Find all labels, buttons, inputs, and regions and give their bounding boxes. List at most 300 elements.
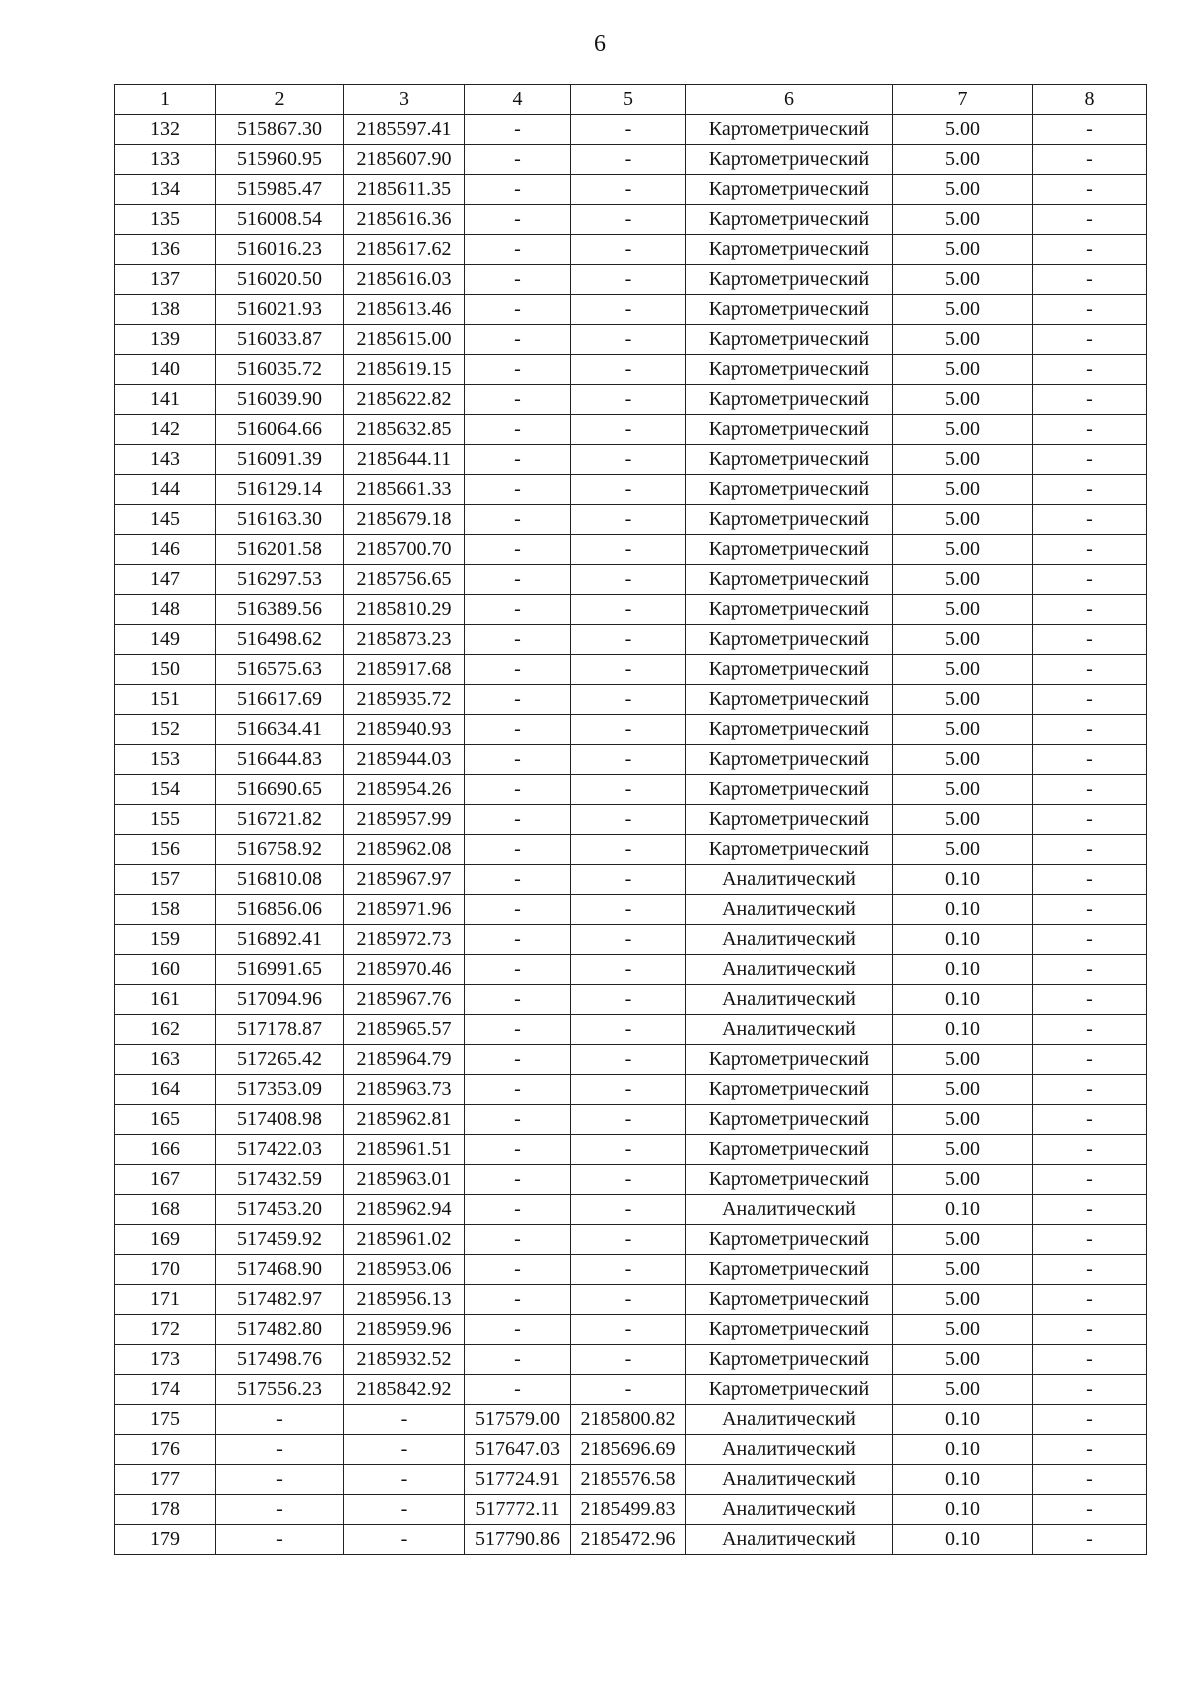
table-cell-col-4: - <box>465 1345 571 1375</box>
table-cell-col-3: 2185622.82 <box>344 385 465 415</box>
table-cell-col-7: 5.00 <box>893 115 1033 145</box>
table-cell-col-6: Картометрический <box>686 1315 893 1345</box>
table-cell-col-3: 2185967.97 <box>344 865 465 895</box>
table-cell-col-1: 143 <box>115 445 216 475</box>
table-cell-col-1: 169 <box>115 1225 216 1255</box>
table-cell-col-5: - <box>571 265 686 295</box>
table-cell-col-8: - <box>1033 1165 1147 1195</box>
table-cell-col-4: - <box>465 1105 571 1135</box>
table-cell-col-5: - <box>571 775 686 805</box>
table-cell-col-5: - <box>571 1345 686 1375</box>
table-cell-col-3: - <box>344 1405 465 1435</box>
table-cell-col-5: - <box>571 1195 686 1225</box>
table-cell-col-2: 517468.90 <box>216 1255 344 1285</box>
table-cell-col-2: 516634.41 <box>216 715 344 745</box>
table-cell-col-4: - <box>465 535 571 565</box>
table-cell-col-6: Картометрический <box>686 775 893 805</box>
table-cell-col-7: 5.00 <box>893 265 1033 295</box>
table-cell-col-8: - <box>1033 925 1147 955</box>
table-cell-col-4: 517790.86 <box>465 1525 571 1555</box>
table-cell-col-2: 516389.56 <box>216 595 344 625</box>
table-cell-col-7: 0.10 <box>893 865 1033 895</box>
table-cell-col-5: - <box>571 625 686 655</box>
table-cell-col-3: 2185962.08 <box>344 835 465 865</box>
column-header-6: 6 <box>686 85 893 115</box>
table-cell-col-6: Картометрический <box>686 1375 893 1405</box>
table-cell-col-8: - <box>1033 1225 1147 1255</box>
table-cell-col-8: - <box>1033 1015 1147 1045</box>
table-cell-col-1: 172 <box>115 1315 216 1345</box>
table-cell-col-4: - <box>465 985 571 1015</box>
table-cell-col-5: - <box>571 1105 686 1135</box>
table-cell-col-2: 517432.59 <box>216 1165 344 1195</box>
table-cell-col-3: 2185616.36 <box>344 205 465 235</box>
table-cell-col-1: 178 <box>115 1495 216 1525</box>
table-cell-col-4: - <box>465 205 571 235</box>
table-cell-col-5: - <box>571 1375 686 1405</box>
table-cell-col-6: Аналитический <box>686 985 893 1015</box>
table-cell-col-3: 2185956.13 <box>344 1285 465 1315</box>
table-cell-col-8: - <box>1033 145 1147 175</box>
table-cell-col-1: 154 <box>115 775 216 805</box>
table-row <box>115 295 1147 325</box>
table-cell-col-8: - <box>1033 1405 1147 1435</box>
table-cell-col-8: - <box>1033 1195 1147 1225</box>
table-row <box>115 895 1147 925</box>
table-cell-col-4: - <box>465 745 571 775</box>
table-cell-col-1: 179 <box>115 1525 216 1555</box>
table-cell-col-8: - <box>1033 505 1147 535</box>
table-cell-col-4: - <box>465 925 571 955</box>
table-cell-col-6: Аналитический <box>686 1405 893 1435</box>
table-cell-col-7: 5.00 <box>893 1105 1033 1135</box>
table-row <box>115 325 1147 355</box>
table-cell-col-2: 516297.53 <box>216 565 344 595</box>
table-cell-col-6: Картометрический <box>686 595 893 625</box>
table-cell-col-8: - <box>1033 1495 1147 1525</box>
table-cell-col-4: - <box>465 415 571 445</box>
table-cell-col-2: 517408.98 <box>216 1105 344 1135</box>
table-cell-col-4: - <box>465 115 571 145</box>
column-header-2: 2 <box>216 85 344 115</box>
table-row <box>115 985 1147 1015</box>
table-cell-col-6: Картометрический <box>686 565 893 595</box>
table-row <box>115 1225 1147 1255</box>
table-cell-col-7: 0.10 <box>893 1195 1033 1225</box>
table-cell-col-6: Аналитический <box>686 1495 893 1525</box>
table-row <box>115 595 1147 625</box>
table-cell-col-3: 2185679.18 <box>344 505 465 535</box>
table-cell-col-6: Картометрический <box>686 325 893 355</box>
table-cell-col-7: 5.00 <box>893 1165 1033 1195</box>
table-cell-col-8: - <box>1033 1105 1147 1135</box>
table-cell-col-4: - <box>465 385 571 415</box>
table-cell-col-2: - <box>216 1495 344 1525</box>
table-cell-col-4: - <box>465 625 571 655</box>
table-row <box>115 445 1147 475</box>
table-cell-col-1: 138 <box>115 295 216 325</box>
table-cell-col-2: - <box>216 1435 344 1465</box>
table-cell-col-6: Картометрический <box>686 385 893 415</box>
column-header-8: 8 <box>1033 85 1147 115</box>
table-cell-col-6: Картометрический <box>686 1225 893 1255</box>
table-cell-col-3: 2185842.92 <box>344 1375 465 1405</box>
table-cell-col-7: 5.00 <box>893 505 1033 535</box>
table-cell-col-1: 161 <box>115 985 216 1015</box>
table-row <box>115 655 1147 685</box>
table-cell-col-8: - <box>1033 805 1147 835</box>
table-cell-col-1: 156 <box>115 835 216 865</box>
table-cell-col-5: - <box>571 355 686 385</box>
table-cell-col-7: 0.10 <box>893 1495 1033 1525</box>
table-cell-col-2: 516091.39 <box>216 445 344 475</box>
table-cell-col-1: 167 <box>115 1165 216 1195</box>
table-cell-col-5: - <box>571 205 686 235</box>
table-cell-col-7: 5.00 <box>893 355 1033 385</box>
table-cell-col-7: 5.00 <box>893 835 1033 865</box>
table-cell-col-8: - <box>1033 1465 1147 1495</box>
table-cell-col-3: 2185632.85 <box>344 415 465 445</box>
table-cell-col-6: Картометрический <box>686 1345 893 1375</box>
table-cell-col-4: - <box>465 235 571 265</box>
table-cell-col-4: 517579.00 <box>465 1405 571 1435</box>
table-cell-col-7: 0.10 <box>893 955 1033 985</box>
table-cell-col-7: 5.00 <box>893 385 1033 415</box>
table-cell-col-6: Картометрический <box>686 1285 893 1315</box>
table-cell-col-7: 5.00 <box>893 1375 1033 1405</box>
table-cell-col-5: - <box>571 985 686 1015</box>
table-cell-col-8: - <box>1033 535 1147 565</box>
table-cell-col-5: 2185800.82 <box>571 1405 686 1435</box>
table-cell-col-2: 516035.72 <box>216 355 344 385</box>
table-cell-col-8: - <box>1033 1345 1147 1375</box>
table-cell-col-3: - <box>344 1495 465 1525</box>
table-cell-col-5: - <box>571 835 686 865</box>
table-cell-col-7: 0.10 <box>893 925 1033 955</box>
table-cell-col-6: Картометрический <box>686 475 893 505</box>
table-cell-col-5: - <box>571 805 686 835</box>
table-cell-col-8: - <box>1033 1255 1147 1285</box>
table-row <box>115 505 1147 535</box>
table-cell-col-6: Картометрический <box>686 295 893 325</box>
table-cell-col-1: 152 <box>115 715 216 745</box>
table-cell-col-7: 5.00 <box>893 1225 1033 1255</box>
table-cell-col-8: - <box>1033 1135 1147 1165</box>
table-cell-col-6: Картометрический <box>686 1165 893 1195</box>
table-cell-col-2: 516721.82 <box>216 805 344 835</box>
table-cell-col-8: - <box>1033 1285 1147 1315</box>
table-cell-col-1: 163 <box>115 1045 216 1075</box>
table-row <box>115 145 1147 175</box>
table-row <box>115 1105 1147 1135</box>
table-row <box>115 535 1147 565</box>
table-row <box>115 1405 1147 1435</box>
table-cell-col-8: - <box>1033 175 1147 205</box>
table-row <box>115 1195 1147 1225</box>
table-row <box>115 955 1147 985</box>
table-cell-col-6: Картометрический <box>686 235 893 265</box>
table-cell-col-2: 517178.87 <box>216 1015 344 1045</box>
table-cell-col-5: - <box>571 1075 686 1105</box>
table-row <box>115 1465 1147 1495</box>
table-cell-col-8: - <box>1033 265 1147 295</box>
table-cell-col-4: - <box>465 955 571 985</box>
table-cell-col-7: 5.00 <box>893 685 1033 715</box>
table-cell-col-1: 166 <box>115 1135 216 1165</box>
table-cell-col-5: - <box>571 1315 686 1345</box>
table-row <box>115 265 1147 295</box>
table-cell-col-4: - <box>465 685 571 715</box>
table-row <box>115 1435 1147 1465</box>
table-cell-col-3: 2185611.35 <box>344 175 465 205</box>
table-cell-col-1: 171 <box>115 1285 216 1315</box>
table-cell-col-4: - <box>465 145 571 175</box>
table-cell-col-3: 2185963.01 <box>344 1165 465 1195</box>
table-cell-col-6: Картометрический <box>686 205 893 235</box>
table-cell-col-2: 516892.41 <box>216 925 344 955</box>
table-row <box>115 1495 1147 1525</box>
table-cell-col-2: 516644.83 <box>216 745 344 775</box>
table-cell-col-2: - <box>216 1405 344 1435</box>
table-cell-col-2: 516758.92 <box>216 835 344 865</box>
table-cell-col-2: 516020.50 <box>216 265 344 295</box>
table-cell-col-8: - <box>1033 1075 1147 1105</box>
table-cell-col-8: - <box>1033 1435 1147 1465</box>
table-row <box>115 1525 1147 1555</box>
table-cell-col-1: 135 <box>115 205 216 235</box>
table-row <box>115 385 1147 415</box>
column-header-5: 5 <box>571 85 686 115</box>
table-cell-col-6: Картометрический <box>686 1045 893 1075</box>
table-row <box>115 745 1147 775</box>
table-cell-col-2: 515960.95 <box>216 145 344 175</box>
table-cell-col-3: 2185957.99 <box>344 805 465 835</box>
table-cell-col-5: - <box>571 595 686 625</box>
table-cell-col-4: - <box>465 865 571 895</box>
table-cell-col-6: Картометрический <box>686 715 893 745</box>
table-cell-col-6: Картометрический <box>686 745 893 775</box>
table-cell-col-8: - <box>1033 685 1147 715</box>
table-cell-col-3: 2185959.96 <box>344 1315 465 1345</box>
table-cell-col-8: - <box>1033 115 1147 145</box>
table-cell-col-2: 517498.76 <box>216 1345 344 1375</box>
table-cell-col-7: 5.00 <box>893 655 1033 685</box>
table-body <box>115 115 1147 1555</box>
table-cell-col-5: - <box>571 1045 686 1075</box>
table-cell-col-8: - <box>1033 895 1147 925</box>
table-cell-col-1: 150 <box>115 655 216 685</box>
table-cell-col-4: - <box>465 1015 571 1045</box>
table-cell-col-4: - <box>465 325 571 355</box>
table-cell-col-5: 2185576.58 <box>571 1465 686 1495</box>
table-cell-col-8: - <box>1033 445 1147 475</box>
table-cell-col-1: 162 <box>115 1015 216 1045</box>
table-cell-col-1: 133 <box>115 145 216 175</box>
table-cell-col-7: 5.00 <box>893 415 1033 445</box>
table-cell-col-7: 5.00 <box>893 1285 1033 1315</box>
table-cell-col-2: 516008.54 <box>216 205 344 235</box>
table-cell-col-4: - <box>465 1165 571 1195</box>
table-cell-col-3: 2185615.00 <box>344 325 465 355</box>
table-cell-col-6: Картометрический <box>686 535 893 565</box>
table-cell-col-3: 2185597.41 <box>344 115 465 145</box>
table-cell-col-3: 2185963.73 <box>344 1075 465 1105</box>
table-cell-col-2: 516016.23 <box>216 235 344 265</box>
table-cell-col-4: - <box>465 265 571 295</box>
table-cell-col-8: - <box>1033 655 1147 685</box>
table-cell-col-7: 0.10 <box>893 985 1033 1015</box>
table-cell-col-8: - <box>1033 1525 1147 1555</box>
table-cell-col-2: 515985.47 <box>216 175 344 205</box>
table-cell-col-3: 2185964.79 <box>344 1045 465 1075</box>
table-cell-col-4: 517772.11 <box>465 1495 571 1525</box>
table-cell-col-4: - <box>465 1075 571 1105</box>
table-cell-col-7: 0.10 <box>893 895 1033 925</box>
table-cell-col-4: 517724.91 <box>465 1465 571 1495</box>
table-cell-col-5: - <box>571 235 686 265</box>
table-cell-col-7: 5.00 <box>893 1045 1033 1075</box>
table-cell-col-6: Аналитический <box>686 865 893 895</box>
table-cell-col-5: 2185499.83 <box>571 1495 686 1525</box>
table-cell-col-3: 2185972.73 <box>344 925 465 955</box>
table-cell-col-7: 5.00 <box>893 205 1033 235</box>
column-header-4: 4 <box>465 85 571 115</box>
table-cell-col-2: 516810.08 <box>216 865 344 895</box>
table-cell-col-2: 515867.30 <box>216 115 344 145</box>
table-cell-col-8: - <box>1033 1375 1147 1405</box>
table-row <box>115 715 1147 745</box>
table-cell-col-6: Аналитический <box>686 1465 893 1495</box>
table-cell-col-5: - <box>571 115 686 145</box>
table-cell-col-1: 142 <box>115 415 216 445</box>
table-cell-col-7: 5.00 <box>893 1075 1033 1105</box>
table-cell-col-8: - <box>1033 835 1147 865</box>
table-cell-col-2: 517094.96 <box>216 985 344 1015</box>
table-cell-col-4: - <box>465 1285 571 1315</box>
table-cell-col-6: Аналитический <box>686 1435 893 1465</box>
table-cell-col-7: 5.00 <box>893 1315 1033 1345</box>
table-cell-col-2: - <box>216 1465 344 1495</box>
table-cell-col-5: - <box>571 505 686 535</box>
table-cell-col-7: 5.00 <box>893 175 1033 205</box>
table-cell-col-4: - <box>465 655 571 685</box>
table-cell-col-4: - <box>465 1045 571 1075</box>
table-cell-col-5: - <box>571 1165 686 1195</box>
table-cell-col-1: 176 <box>115 1435 216 1465</box>
table-cell-col-1: 144 <box>115 475 216 505</box>
table-cell-col-6: Картометрический <box>686 415 893 445</box>
table-row <box>115 625 1147 655</box>
table-cell-col-7: 0.10 <box>893 1465 1033 1495</box>
table-cell-col-5: - <box>571 655 686 685</box>
table-cell-col-8: - <box>1033 775 1147 805</box>
table-cell-col-8: - <box>1033 565 1147 595</box>
table-cell-col-3: 2185873.23 <box>344 625 465 655</box>
table-row <box>115 115 1147 145</box>
coordinates-table <box>114 84 1147 1555</box>
table-cell-col-7: 5.00 <box>893 1345 1033 1375</box>
table-cell-col-6: Картометрический <box>686 445 893 475</box>
table-cell-col-1: 159 <box>115 925 216 955</box>
table-cell-col-2: 516690.65 <box>216 775 344 805</box>
table-cell-col-8: - <box>1033 715 1147 745</box>
table-cell-col-8: - <box>1033 955 1147 985</box>
table-cell-col-3: 2185644.11 <box>344 445 465 475</box>
table-cell-col-6: Аналитический <box>686 1525 893 1555</box>
table-cell-col-5: - <box>571 745 686 775</box>
table-row <box>115 835 1147 865</box>
table-cell-col-8: - <box>1033 295 1147 325</box>
table-cell-col-7: 5.00 <box>893 745 1033 775</box>
table-cell-col-1: 158 <box>115 895 216 925</box>
table-cell-col-6: Картометрический <box>686 835 893 865</box>
table-cell-col-8: - <box>1033 595 1147 625</box>
table-cell-col-4: - <box>465 1135 571 1165</box>
table-cell-col-7: 0.10 <box>893 1435 1033 1465</box>
table-cell-col-1: 141 <box>115 385 216 415</box>
table-cell-col-3: 2185810.29 <box>344 595 465 625</box>
table-row <box>115 355 1147 385</box>
table-cell-col-1: 147 <box>115 565 216 595</box>
table-cell-col-3: 2185607.90 <box>344 145 465 175</box>
table-cell-col-3: 2185940.93 <box>344 715 465 745</box>
table-cell-col-4: - <box>465 505 571 535</box>
table-row <box>115 865 1147 895</box>
table-row <box>115 1375 1147 1405</box>
table-cell-col-4: - <box>465 1195 571 1225</box>
table-cell-col-3: 2185756.65 <box>344 565 465 595</box>
table-row <box>115 475 1147 505</box>
table-cell-col-6: Картометрический <box>686 1105 893 1135</box>
table-cell-col-7: 5.00 <box>893 325 1033 355</box>
table-cell-col-3: 2185617.62 <box>344 235 465 265</box>
table-cell-col-4: - <box>465 565 571 595</box>
table-cell-col-1: 153 <box>115 745 216 775</box>
table-cell-col-4: - <box>465 715 571 745</box>
table-cell-col-5: - <box>571 1135 686 1165</box>
table-row <box>115 235 1147 265</box>
table-cell-col-3: 2185935.72 <box>344 685 465 715</box>
table-cell-col-3: 2185953.06 <box>344 1255 465 1285</box>
table-cell-col-6: Аналитический <box>686 1195 893 1225</box>
table-cell-col-3: 2185962.81 <box>344 1105 465 1135</box>
table-cell-col-7: 5.00 <box>893 805 1033 835</box>
table-cell-col-7: 5.00 <box>893 235 1033 265</box>
table-cell-col-2: 516021.93 <box>216 295 344 325</box>
page-number: 6 <box>594 31 606 57</box>
table-cell-col-4: - <box>465 295 571 325</box>
table-cell-col-5: - <box>571 175 686 205</box>
column-header-3: 3 <box>344 85 465 115</box>
table-cell-col-6: Картометрический <box>686 1135 893 1165</box>
table-row <box>115 685 1147 715</box>
table-cell-col-6: Картометрический <box>686 1075 893 1105</box>
table-cell-col-2: 517482.80 <box>216 1315 344 1345</box>
table-cell-col-7: 0.10 <box>893 1015 1033 1045</box>
table-cell-col-1: 164 <box>115 1075 216 1105</box>
table-cell-col-1: 137 <box>115 265 216 295</box>
table-cell-col-1: 160 <box>115 955 216 985</box>
table-cell-col-8: - <box>1033 475 1147 505</box>
table-cell-col-3: 2185700.70 <box>344 535 465 565</box>
table-cell-col-8: - <box>1033 1315 1147 1345</box>
table-cell-col-6: Картометрический <box>686 655 893 685</box>
table-cell-col-6: Картометрический <box>686 685 893 715</box>
table-cell-col-4: 517647.03 <box>465 1435 571 1465</box>
table-cell-col-6: Картометрический <box>686 265 893 295</box>
table-row <box>115 1345 1147 1375</box>
table-cell-col-1: 151 <box>115 685 216 715</box>
